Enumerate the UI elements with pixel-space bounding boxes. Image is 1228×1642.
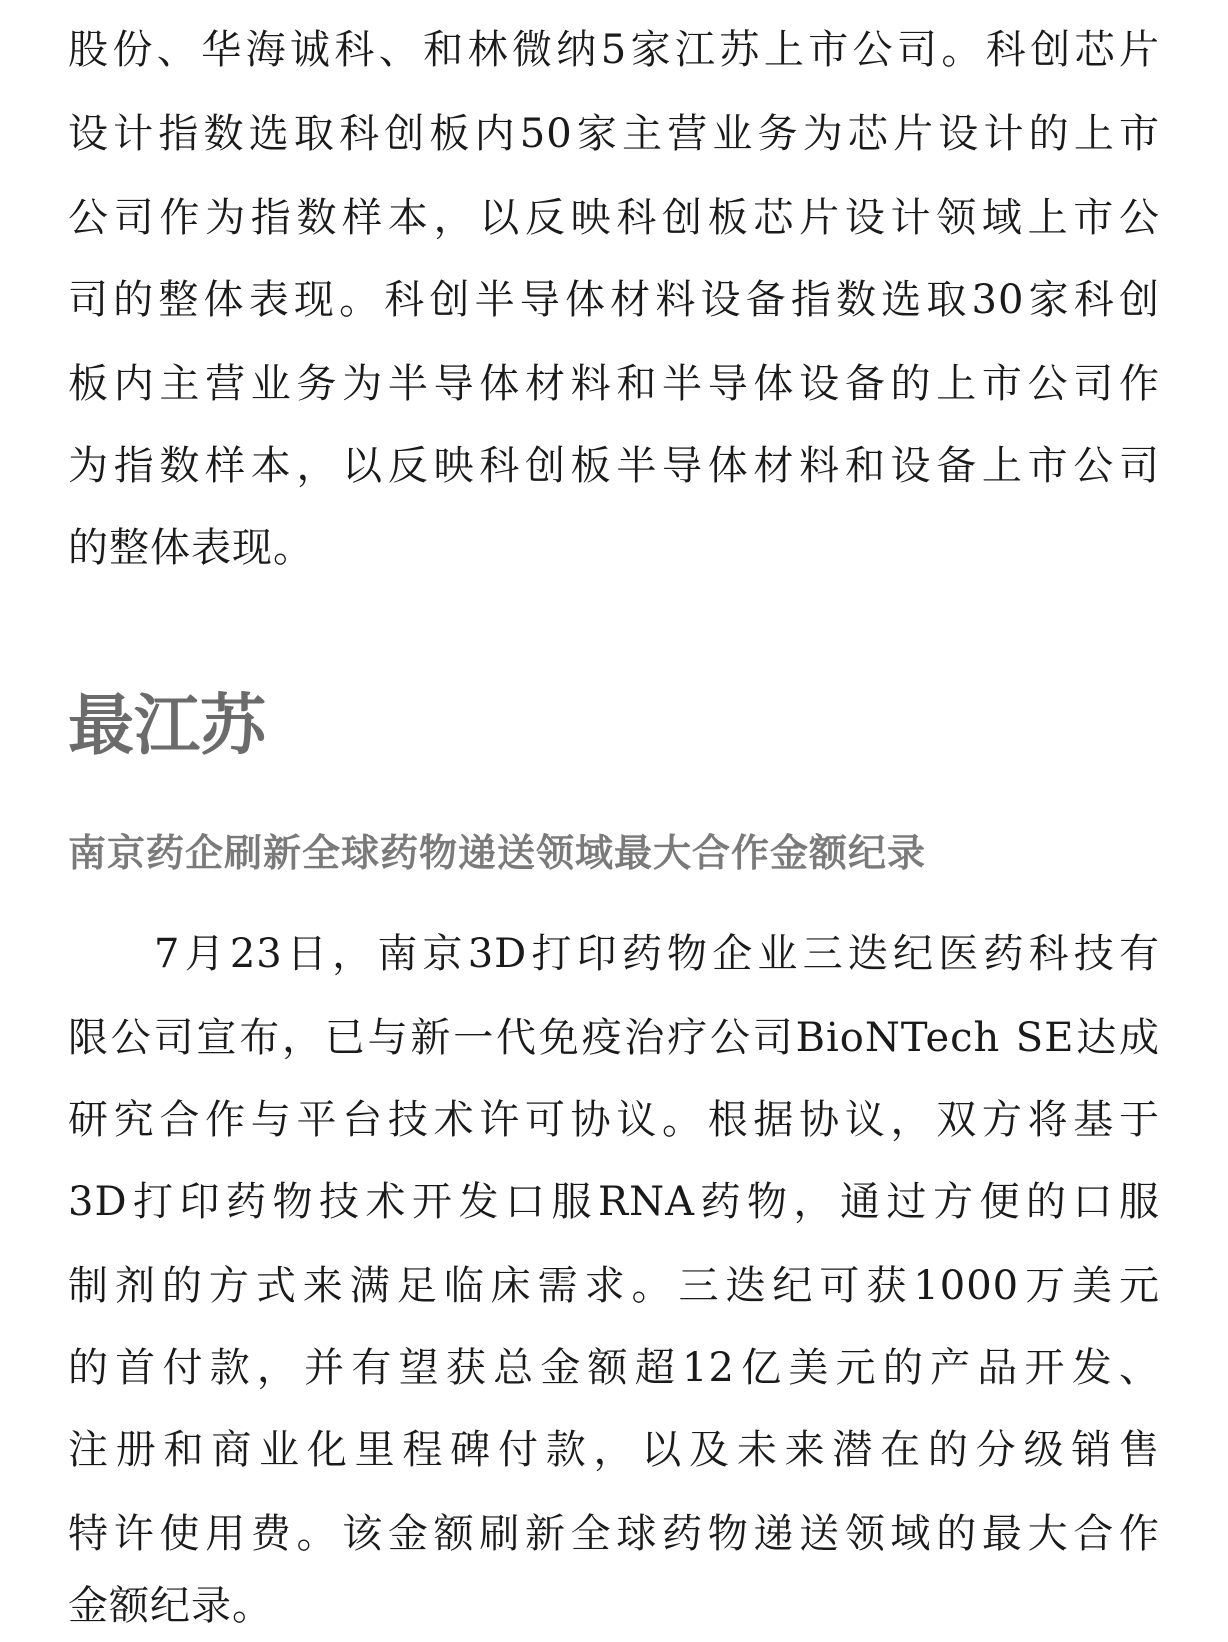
paragraph-line: 限公司宣布，已与新一代免疫治疗公司BioNTech SE达成 xyxy=(68,1015,1160,1061)
article-title: 南京药企刷新全球药物递送领域最大合作金额纪录 xyxy=(68,830,927,875)
paragraph-line: 为指数样本，以反映科创板半导体材料和设备上市公司 xyxy=(68,443,1160,489)
paragraph-line: 司的整体表现。科创半导体材料设备指数选取30家科创 xyxy=(68,277,1160,323)
paragraph-line: 研究合作与平台技术许可协议。根据协议，双方将基于 xyxy=(68,1097,1160,1143)
section-title: 最江苏 xyxy=(68,687,266,764)
paragraph-line: 设计指数选取科创板内50家主营业务为芯片设计的上市 xyxy=(68,111,1160,157)
paragraph-line: 的首付款，并有望获总金额超12亿美元的产品开发、 xyxy=(68,1345,1160,1391)
paragraph-line: 制剂的方式来满足临床需求。三迭纪可获1000万美元 xyxy=(68,1263,1160,1309)
paragraph-line: 7月23日，南京3D打印药物企业三迭纪医药科技有 xyxy=(154,931,1160,977)
paragraph-line: 的整体表现。 xyxy=(68,525,314,571)
paragraph-line: 公司作为指数样本，以反映科创板芯片设计领域上市公 xyxy=(68,195,1160,241)
paragraph-line: 金额纪录。 xyxy=(68,1583,273,1629)
paragraph-line: 特许使用费。该金额刷新全球药物递送领域的最大合作 xyxy=(68,1511,1160,1557)
paragraph-line: 注册和商业化里程碑付款，以及未来潜在的分级销售 xyxy=(68,1427,1160,1473)
paragraph-line: 板内主营业务为半导体材料和半导体设备的上市公司作 xyxy=(68,361,1160,407)
paragraph-line: 股份、华海诚科、和林微纳5家江苏上市公司。科创芯片 xyxy=(68,27,1160,73)
paragraph-line: 3D打印药物技术开发口服RNA药物，通过方便的口服 xyxy=(68,1179,1160,1225)
